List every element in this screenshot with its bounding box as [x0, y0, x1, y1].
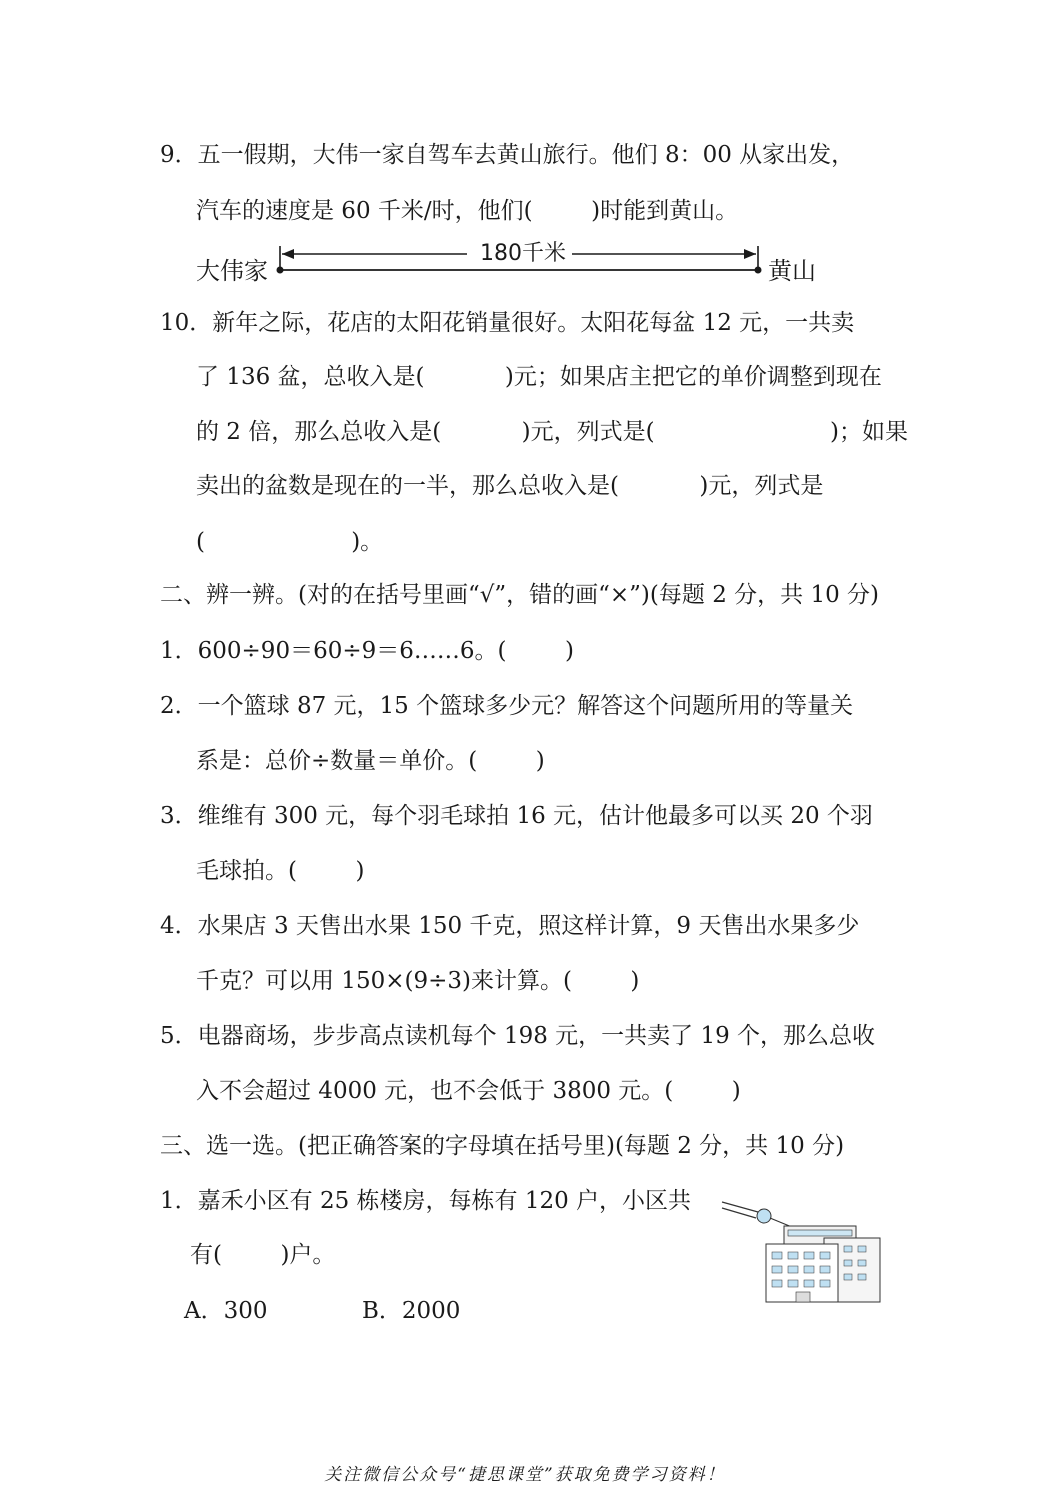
question-9-line-2: 汽车的速度是 60 千米/时，他们( )时能到黄山。 [196, 198, 739, 224]
choice-1-line-2: 有( )户。 [190, 1242, 336, 1268]
judge-1: 1．600÷90＝60÷9＝6……6。( ) [160, 638, 574, 664]
start-point [277, 267, 284, 274]
judge-3-line-1: 3．维维有 300 元，每个羽毛球拍 16 元，估计他最多可以买 20 个羽 [160, 803, 873, 829]
buildings-illustration [720, 1198, 890, 1308]
choice-1-line-1: 1．嘉禾小区有 25 栋楼房，每栋有 120 户，小区共 [160, 1188, 692, 1214]
section-3-heading: 三、选一选。(把正确答案的字母填在括号里)(每题 2 分，共 10 分) [160, 1133, 845, 1159]
question-9-line-1: 9．五一假期，大伟一家自驾车去黄山旅行。他们 8：00 从家出发， [160, 142, 855, 168]
judge-3-line-2: 毛球拍。( ) [196, 858, 365, 884]
question-10-line-5: ( )。 [196, 529, 384, 555]
judge-5-line-2: 入不会超过 4000 元，也不会低于 3800 元。( ) [196, 1078, 741, 1104]
question-10-line-3: 的 2 倍，那么总收入是( )元，列式是( )；如果 [196, 419, 909, 445]
judge-2-line-2: 系是：总价÷数量＝单价。( ) [196, 748, 545, 774]
judge-2-line-1: 2．一个篮球 87 元，15 个篮球多少元？解答这个问题所用的等量关 [160, 693, 854, 719]
option-b: B．2000 [362, 1298, 461, 1324]
diagram-end-label: 黄山 [768, 257, 816, 285]
judge-4-line-1: 4．水果店 3 天售出水果 150 千克，照这样计算，9 天售出水果多少 [160, 913, 860, 939]
question-10-line-2: 了 136 盆，总收入是( )元；如果店主把它的单价调整到现在 [196, 364, 882, 390]
question-10-line-1: 10．新年之际，花店的太阳花销量很好。太阳花每盆 12 元，一共卖 [160, 310, 855, 336]
judge-5-line-1: 5．电器商场，步步高点读机每个 198 元，一共卖了 19 个，那么总收 [160, 1023, 876, 1049]
distance-label: 180千米 [480, 241, 566, 266]
question-10-line-4: 卖出的盆数是现在的一半，那么总收入是( )元，列式是 [196, 473, 824, 499]
footer-promo: 关注微信公众号“捷思课堂”获取免费学习资料！ [324, 1465, 726, 1485]
section-2-heading: 二、辨一辨。(对的在括号里画“√”，错的画“×”)(每题 2 分，共 10 分) [160, 582, 879, 608]
option-a: A．300 [184, 1298, 268, 1324]
end-point [755, 267, 762, 274]
judge-4-line-2: 千克？可以用 150×(9÷3)来计算。( ) [196, 968, 640, 994]
diagram-start-label: 大伟家 [196, 257, 268, 285]
